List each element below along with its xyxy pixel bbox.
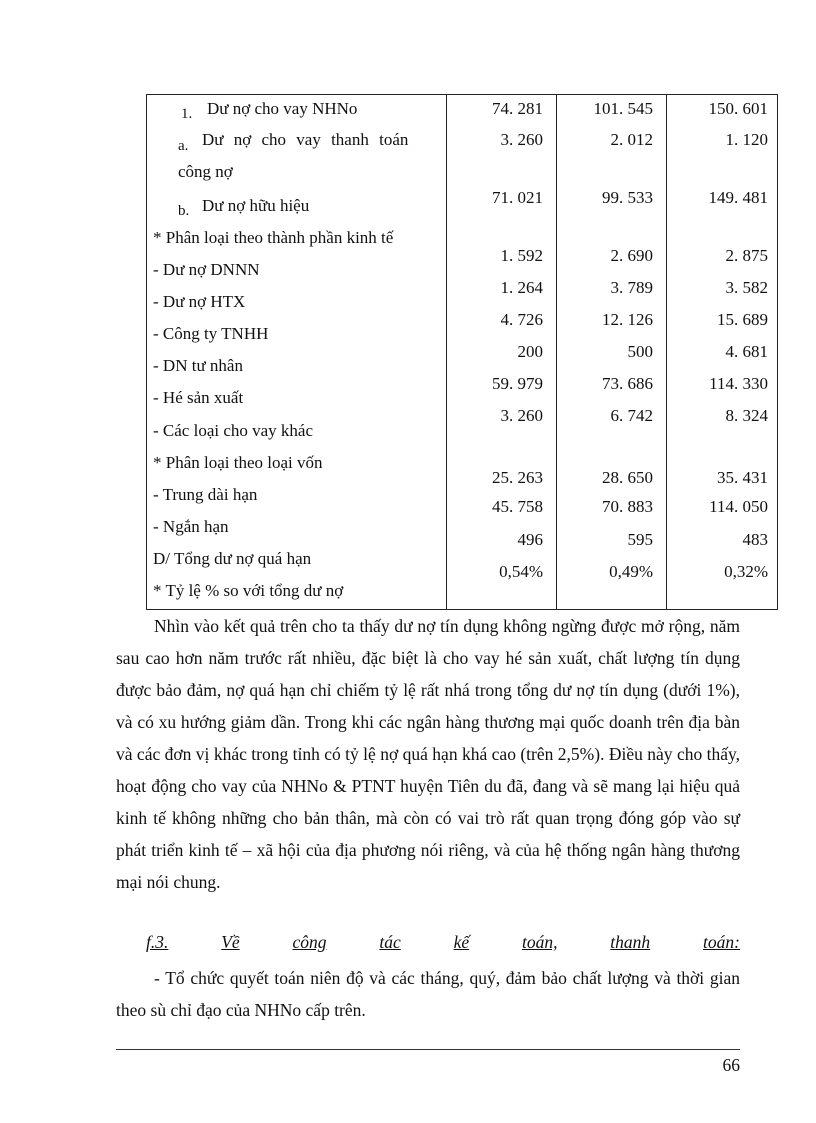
table-column-divider <box>446 95 447 609</box>
heading-word: Về <box>221 932 240 952</box>
cell-value: 0,54% <box>499 562 543 581</box>
bullet-paragraph <box>116 962 740 1026</box>
section-heading <box>146 932 740 953</box>
row-prefix: b. <box>178 203 190 219</box>
row-label: - Công ty TNHH <box>153 324 269 343</box>
row-label: * Tỷ lệ % so với tổng dư nợ <box>153 581 344 600</box>
cell-value: 45. 758 <box>492 497 543 516</box>
section-label: * Phân loại theo thành phần kinh tế <box>153 228 394 247</box>
row-prefix: a. <box>178 138 189 154</box>
heading-word: f.3. <box>146 932 169 952</box>
cell-value: 8. 324 <box>725 406 768 425</box>
row-label: - Các loại cho vay khác <box>153 421 314 440</box>
row-label: Dư nợ hữu hiệu <box>202 196 310 215</box>
cell-value: 595 <box>627 530 653 549</box>
cell-value: 12. 126 <box>602 310 653 329</box>
row-label: - Hé sản xuất <box>153 388 244 407</box>
row-prefix: 1. <box>181 106 193 122</box>
cell-value: 28. 650 <box>602 468 653 487</box>
row-label: - Dư nợ HTX <box>153 292 246 311</box>
page-number: 66 <box>722 1055 740 1075</box>
cell-value: 4. 726 <box>500 310 543 329</box>
cell-value: 496 <box>517 530 543 549</box>
cell-value: 6. 742 <box>610 406 653 425</box>
cell-value: 1. 264 <box>500 278 543 297</box>
row-label: - DN tư nhân <box>153 356 243 375</box>
table-column-divider <box>666 95 667 609</box>
cell-value: 3. 260 <box>500 130 543 149</box>
cell-value: 0,49% <box>609 562 653 581</box>
loan-table <box>146 94 778 610</box>
paragraph-text: Nhìn vào kết quả trên cho ta thấy dư nợ tín dụng không ngừng được mở rộng, năm sau cao hơn năm trước rất nhiều, đặc biệt là cho vay hé sản xuất, chất lượng tín dụng được bảo đảm, nợ quá hạn chỉ chiếm tỷ lệ rất nhá trong tổng dư nợ tín dụng (dưới 1%), và có xu hướng giảm dần. Trong khi các ngân hàng thương mại quốc doanh trên địa bàn và các đơn vị khác trong tỉnh có tỷ lệ nợ quá hạn khá cao (trên 2,5%). Điều này cho thấy, hoạt động cho vay của NHNo & PTNT huyện Tiên du đã, đang và sẽ mang lại hiệu quả kinh tế không những cho bản thân, mà còn có vai trò rất quan trọng đóng góp vào sự phát triển kinh tế – xã hội của địa phương nói riêng, và của hệ thống ngân hàng thương mại nói chung. <box>116 616 740 892</box>
cell-value: 2. 012 <box>610 130 653 149</box>
cell-value: 0,32% <box>724 562 768 581</box>
footer-rule <box>116 1049 740 1050</box>
row-label: - Trung dài hạn <box>153 485 258 504</box>
cell-value: 2. 875 <box>725 246 768 265</box>
heading-word: thanh <box>610 932 651 952</box>
cell-value: 74. 281 <box>492 99 543 118</box>
cell-value: 99. 533 <box>602 188 653 207</box>
row-label: Dư nợ cho vay thanh toán <box>202 130 409 149</box>
cell-value: 149. 481 <box>708 188 768 207</box>
cell-value: 1. 592 <box>500 246 543 265</box>
heading-word: kế <box>453 932 470 952</box>
cell-value: 3. 260 <box>500 406 543 425</box>
cell-value: 150. 601 <box>708 99 768 118</box>
cell-value: 3. 789 <box>610 278 653 297</box>
heading-word: công <box>292 932 327 952</box>
cell-value: 101. 545 <box>593 99 653 118</box>
heading-word: toán, <box>521 932 558 952</box>
cell-value: 70. 883 <box>602 497 653 516</box>
row-label: D/ Tổng dư nợ quá hạn <box>153 549 312 568</box>
cell-value: 1. 120 <box>725 130 768 149</box>
cell-value: 500 <box>627 342 653 361</box>
cell-value: 114. 330 <box>709 374 768 393</box>
heading-word: tác <box>379 932 401 952</box>
row-label: - Ngắn hạn <box>153 517 229 536</box>
section-label: * Phân loại theo loại vốn <box>153 453 323 472</box>
cell-value: 114. 050 <box>709 497 768 516</box>
cell-value: 73. 686 <box>602 374 653 393</box>
bullet-text: - Tổ chức quyết toán niên độ và các tháng, quý, đảm bảo chất lượng và thời gian theo sù chỉ đạo của NHNo cấp trên. <box>116 968 740 1020</box>
cell-value: 2. 690 <box>610 246 653 265</box>
cell-value: 71. 021 <box>492 188 543 207</box>
cell-value: 35. 431 <box>717 468 768 487</box>
heading-word: toán: <box>702 932 740 952</box>
body-paragraph <box>116 610 740 898</box>
cell-value: 25. 263 <box>492 468 543 487</box>
table-column-divider <box>556 95 557 609</box>
cell-value: 483 <box>742 530 768 549</box>
cell-value: 200 <box>517 342 543 361</box>
row-label-continuation: công nợ <box>178 162 233 181</box>
cell-value: 3. 582 <box>725 278 768 297</box>
cell-value: 15. 689 <box>717 310 768 329</box>
cell-value: 59. 979 <box>492 374 543 393</box>
row-label: Dư nợ cho vay NHNo <box>207 99 358 118</box>
row-label: - Dư nợ DNNN <box>153 260 260 279</box>
cell-value: 4. 681 <box>725 342 768 361</box>
